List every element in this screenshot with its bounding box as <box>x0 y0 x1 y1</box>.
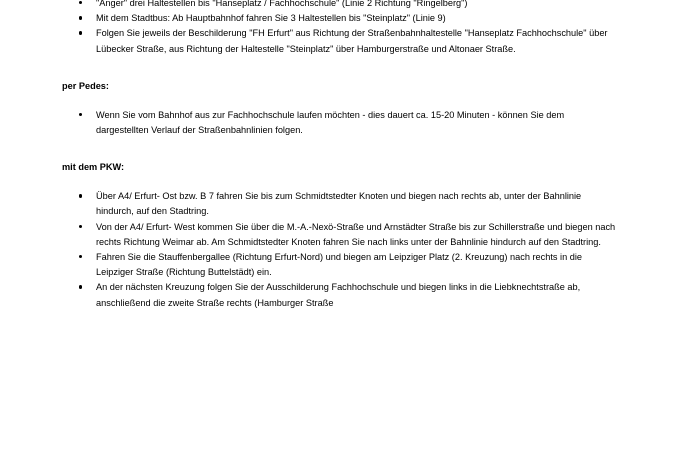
section-heading-mit-dem-pkw: mit dem PKW: <box>62 162 125 173</box>
bullet-dot-icon <box>79 225 82 228</box>
bullet-dot-icon <box>79 31 82 34</box>
list-item <box>62 280 618 310</box>
list-item-text: Mit dem Stadtbus: Ab Hauptbahnhof fahren Sie 3 Haltestellen bis "Steinplatz" (Linie 9) <box>96 13 446 24</box>
per-pedes-bullet-list <box>62 108 618 138</box>
list-item-text: Fahren Sie die Stauffenbergallee (Richtung Erfurt-Nord) und biegen am Leipziger Platz (2. Kreuzung) nach rechts in die Leipziger Straße (Richtung Buttelstädt) ein. <box>96 252 583 278</box>
list-item-text: Wenn Sie vom Bahnhof aus zur Fachhochschule laufen möchten - dies dauert ca. 15-20 Minuten - können Sie dem dargestellten Verlauf der Straßenbahnlinien folgen. <box>96 109 565 136</box>
list-item <box>62 0 618 11</box>
bullet-dot-icon <box>79 1 82 4</box>
section-heading-per-pedes: per Pedes: <box>62 80 109 91</box>
list-item <box>62 26 618 56</box>
intro-bullet-list <box>62 0 618 57</box>
bullet-dot-icon <box>79 113 82 116</box>
list-item-text: Von der A4/ Erfurt- West kommen Sie über die M.-A.-Nexö-Straße und Arnstädter Straße bis zur Schillerstraße und biegen nach rechts Richtung Weimar ab. Am Schmidtstedter Knoten fahren Sie nach links unter der Bahnlinie hindurch auf den Stadtring. <box>96 221 616 247</box>
heading-spacer <box>62 93 618 108</box>
list-item <box>62 189 618 219</box>
list-item-text: Über A4/ Erfurt- Ost bzw. B 7 fahren Sie bis zum Schmidtstedter Knoten und biegen nach rechts ab, unter der Bahnlinie hindurch, auf den Stadtring. <box>96 191 582 217</box>
heading-spacer <box>62 174 618 189</box>
list-item-text: Folgen Sie jeweils der Beschilderung "FH Erfurt" aus Richtung der Straßenbahnhaltestelle "Hanseplatz Fachhochschule" über Lübecker Straße, aus Richtung der Haltestelle "Steinplatz" über Hamburgerstraße und Altonaer Straße. <box>96 28 608 54</box>
document-body <box>62 0 618 311</box>
list-item <box>62 11 618 26</box>
list-item <box>62 250 618 280</box>
pkw-bullet-list <box>62 189 618 311</box>
list-item <box>62 108 618 138</box>
bullet-dot-icon <box>79 194 82 197</box>
bullet-dot-icon <box>79 255 82 258</box>
section-spacer <box>62 138 618 160</box>
bullet-dot-icon <box>79 285 82 288</box>
list-item <box>62 220 618 250</box>
section-spacer <box>62 57 618 79</box>
list-item-text: An der nächsten Kreuzung folgen Sie der Ausschilderung Fachhochschule und biegen links in die Liebknechtstraße ab, anschließend die zweite Straße rechts (Hamburger Straße <box>96 282 581 308</box>
bullet-dot-icon <box>79 16 82 19</box>
list-item-text: "Anger" drei Haltestellen bis "Hanseplatz / Fachhochschule" (Linie 2 Richtung "Ringelberg") <box>96 0 468 8</box>
